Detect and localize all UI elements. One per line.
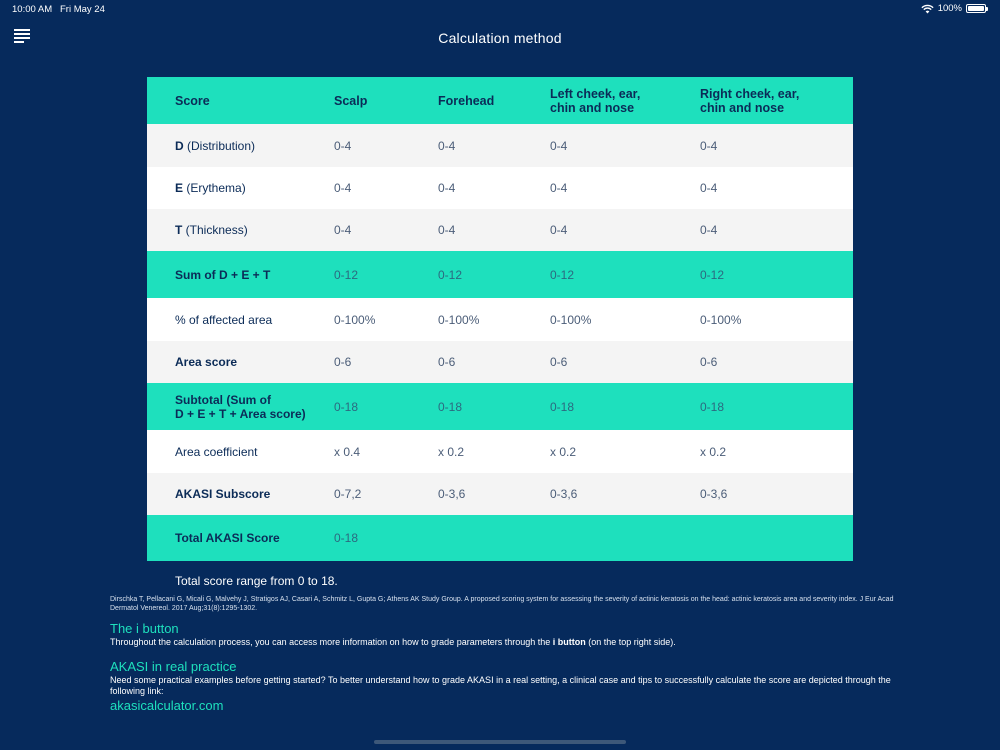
cell-forehead: 0-18 <box>438 399 463 414</box>
cell-scalp: 0-18 <box>334 399 359 414</box>
real-practice-section-text: Need some practical examples before getting started? To better understand how to grade AKASI in a real setting, a clinical case and tips to successfully calculate the score are depicted through the following link: <box>110 675 891 696</box>
table-row <box>147 298 853 341</box>
row-label <box>147 487 334 501</box>
reference-text: Dirschka T, Pellacani G, Micali G, Malvehy J, Stratigos AJ, Casari A, Schmitz L, Gupta G; Athens AK Study Group. A proposed scoring system for assessing the severity of actinic keratosis on the head: actinic keratosis area and severity index. J Eur Acad Dermatol Venereol. 2017 Aug;31(8):1295-1302. <box>110 596 894 612</box>
cell-right-cheek: 0-4 <box>700 223 718 237</box>
row-label-bold: T <box>175 223 183 237</box>
cell-left-cheek: 0-6 <box>550 355 568 369</box>
i-button-text-after: (on the top right side). <box>585 637 676 647</box>
table-row <box>147 430 853 473</box>
row-label-bold: D <box>175 138 184 153</box>
cell-forehead: 0-100% <box>438 312 480 327</box>
header-left-cheek: Left cheek, ear, chin and nose <box>550 86 641 115</box>
cell-left-cheek: 0-100% <box>550 312 592 327</box>
table-row <box>147 124 853 167</box>
battery-percent: 100% <box>937 3 962 14</box>
row-label <box>147 531 334 545</box>
cell-right-cheek: 0-4 <box>700 181 718 195</box>
cell-forehead: 0-12 <box>438 267 463 282</box>
row-label <box>147 355 334 369</box>
header-right-cheek: Right cheek, ear, chin and nose <box>700 86 800 115</box>
row-label-rest: (Distribution) <box>183 138 256 153</box>
row-label-bold: Sum of D + E + T <box>175 267 271 282</box>
row-label <box>147 445 334 459</box>
cell-forehead: 0-4 <box>438 223 456 237</box>
status-date: Fri May 24 <box>60 4 105 15</box>
table-row <box>147 251 853 298</box>
battery-icon <box>966 4 986 13</box>
i-button-section-title: The i button <box>110 621 179 636</box>
home-indicator <box>374 740 626 744</box>
header-forehead: Forehead <box>438 93 495 108</box>
table-row <box>147 341 853 383</box>
cell-right-cheek: x 0.2 <box>700 444 727 459</box>
row-label-bold: Area score <box>175 355 238 369</box>
cell-left-cheek: x 0.2 <box>550 444 577 459</box>
table-row <box>147 383 853 430</box>
i-button-text-before: Throughout the calculation process, you can access more information on how to grade parameters through the <box>110 637 553 647</box>
cell-scalp: 0-4 <box>334 138 352 153</box>
cell-right-cheek: 0-3,6 <box>700 487 728 501</box>
row-label-bold: Subtotal (Sum of D + E + T + Area score) <box>175 392 306 421</box>
i-button-section-text <box>110 637 900 648</box>
row-label <box>147 223 334 237</box>
cell-right-cheek: 0-4 <box>700 138 718 153</box>
cell-scalp: x 0.4 <box>334 444 361 459</box>
header-scalp: Scalp <box>334 93 368 108</box>
cell-scalp: 0-100% <box>334 312 376 327</box>
page-title: Calculation method <box>438 30 562 46</box>
row-label-rest: % of affected area <box>175 312 273 327</box>
cell-left-cheek: 0-12 <box>550 267 575 282</box>
table-row <box>147 473 853 515</box>
cell-forehead: 0-6 <box>438 355 456 369</box>
cell-forehead: 0-4 <box>438 138 456 153</box>
table-row <box>147 167 853 209</box>
cell-forehead: 0-3,6 <box>438 487 466 501</box>
table-header-row <box>147 77 853 124</box>
cell-right-cheek: 0-18 <box>700 399 725 414</box>
cell-scalp: 0-18 <box>334 531 359 545</box>
cell-left-cheek: 0-3,6 <box>550 487 578 501</box>
row-label-bold: AKASI Subscore <box>175 487 271 501</box>
cell-scalp: 0-12 <box>334 267 359 282</box>
score-range-text: Total score range from 0 to 18. <box>175 574 338 588</box>
akasi-calculator-link[interactable]: akasicalculator.com <box>110 698 224 713</box>
row-label-rest: (Thickness) <box>182 223 248 237</box>
cell-left-cheek: 0-4 <box>550 138 568 153</box>
table-row <box>147 515 853 561</box>
row-label <box>147 393 334 421</box>
row-label <box>147 139 334 153</box>
cell-scalp: 0-4 <box>334 181 352 195</box>
cell-scalp: 0-7,2 <box>334 487 362 501</box>
cell-left-cheek: 0-18 <box>550 399 575 414</box>
cell-forehead: x 0.2 <box>438 444 465 459</box>
row-label <box>147 313 334 327</box>
i-button-text-bold: i button <box>552 637 586 647</box>
cell-scalp: 0-6 <box>334 355 352 369</box>
row-label <box>147 268 334 282</box>
row-label-bold: Total AKASI Score <box>175 531 280 545</box>
cell-right-cheek: 0-100% <box>700 312 742 327</box>
wifi-icon <box>921 4 934 14</box>
cell-forehead: 0-4 <box>438 181 456 195</box>
status-bar <box>0 0 1000 18</box>
real-practice-section-title: AKASI in real practice <box>110 659 237 674</box>
cell-left-cheek: 0-4 <box>550 181 568 195</box>
row-label-rest: Area coefficient <box>175 444 258 459</box>
table-row <box>147 209 853 251</box>
status-time: 10:00 AM <box>12 4 53 15</box>
cell-scalp: 0-4 <box>334 223 352 237</box>
cell-right-cheek: 0-12 <box>700 267 725 282</box>
row-label-rest: (Erythema) <box>183 181 246 195</box>
row-label-bold: E <box>175 181 184 195</box>
cell-left-cheek: 0-4 <box>550 223 568 237</box>
cell-right-cheek: 0-6 <box>700 355 718 369</box>
calculation-table <box>147 77 853 561</box>
row-label <box>147 181 334 195</box>
header-score: Score <box>175 93 210 108</box>
status-right <box>921 3 986 14</box>
